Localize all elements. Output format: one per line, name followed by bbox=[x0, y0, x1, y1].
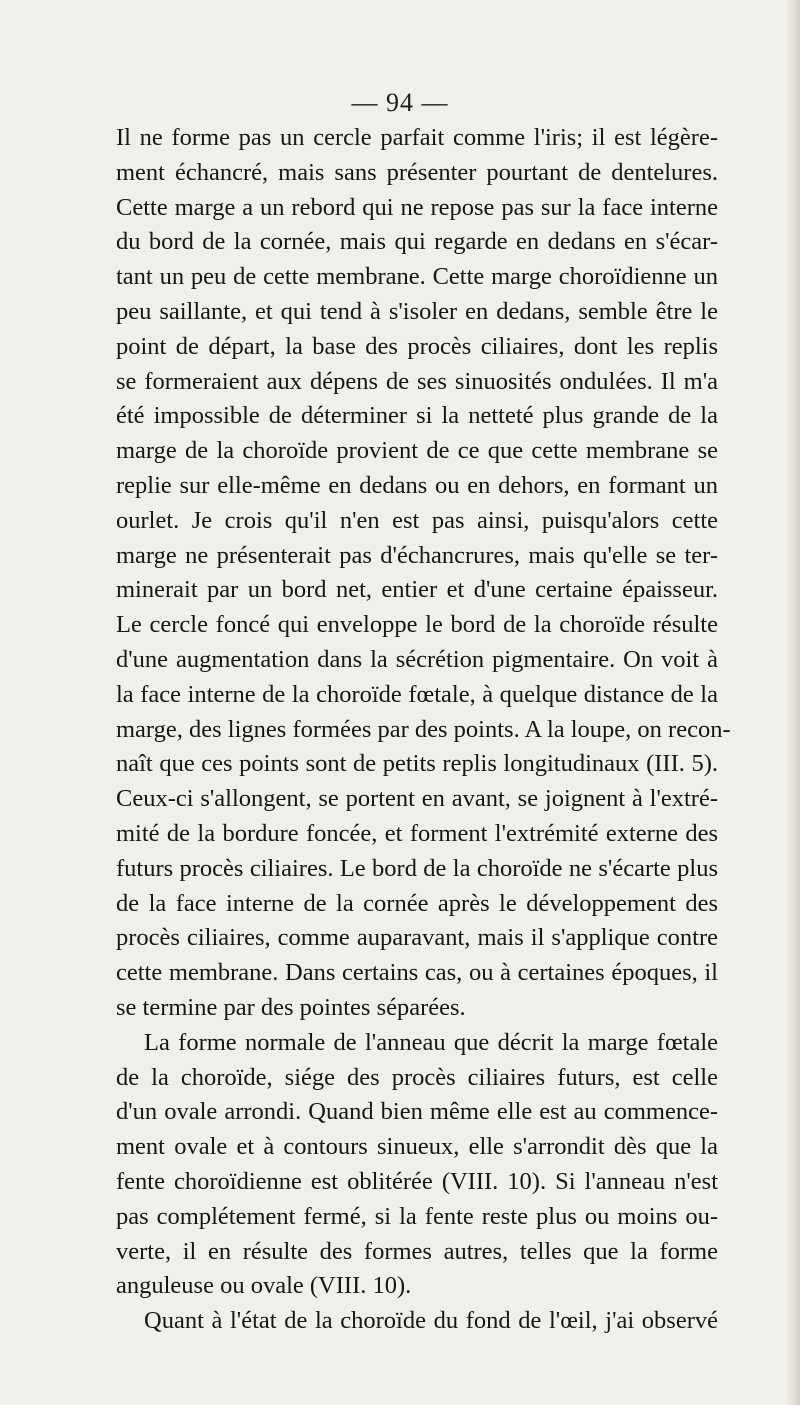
text-line: La forme normale de l'anneau que décrit la marge fœtale bbox=[144, 1028, 718, 1056]
text-line: marge de la choroïde provient de ce que cette membrane se bbox=[116, 437, 718, 465]
text-line: peu saillante, et qui tend à s'isoler en dedans, semble être le bbox=[116, 297, 718, 325]
text-line: marge, des lignes formées par des points. A la loupe, on recon- bbox=[116, 715, 731, 743]
text-line: fente choroïdienne est oblitérée (VIII. 10). Si l'anneau n'est bbox=[116, 1167, 718, 1195]
page-edge-shadow bbox=[786, 0, 800, 1405]
text-line: tant un peu de cette membrane. Cette marge choroïdienne un bbox=[116, 263, 718, 291]
text-line: de la face interne de la cornée après le développement des bbox=[116, 889, 718, 917]
text-line: marge ne présenterait pas d'échancrures, mais qu'elle se ter- bbox=[116, 541, 718, 569]
page-number: — 94 — bbox=[351, 88, 449, 117]
text-line: se termine par des pointes séparées. bbox=[116, 993, 466, 1021]
text-line: replie sur elle-même en dedans ou en dehors, en formant un bbox=[116, 471, 718, 499]
text-line: minerait par un bord net, entier et d'une certaine épaisseur. bbox=[116, 576, 718, 604]
text-line: verte, il en résulte des formes autres, telles que la forme bbox=[116, 1237, 718, 1265]
text-line: naît que ces points sont de petits replis longitudinaux (III. 5). bbox=[116, 750, 718, 778]
text-line: cette membrane. Dans certains cas, ou à certaines époques, il bbox=[116, 959, 718, 987]
text-line: Le cercle foncé qui enveloppe le bord de la choroïde résulte bbox=[116, 611, 718, 639]
text-line: ment échancré, mais sans présenter pourtant de dentelures. bbox=[116, 158, 718, 186]
text-line: mité de la bordure foncée, et forment l'extrémité externe des bbox=[116, 819, 718, 847]
text-line: pas complétement fermé, si la fente reste plus ou moins ou- bbox=[116, 1202, 718, 1230]
text-line: se formeraient aux dépens de ses sinuosités ondulées. Il m'a bbox=[116, 367, 718, 395]
text-line: anguleuse ou ovale (VIII. 10). bbox=[116, 1272, 412, 1300]
text-line: été impossible de déterminer si la netteté plus grande de la bbox=[116, 402, 718, 430]
text-line: Quant à l'état de la choroïde du fond de l'œil, j'ai observé bbox=[144, 1307, 718, 1335]
text-line: Il ne forme pas un cercle parfait comme l'iris; il est légère- bbox=[116, 124, 718, 151]
text-line: Ceux-ci s'allongent, se portent en avant, se joignent à l'extré- bbox=[116, 785, 718, 813]
text-line: ment ovale et à contours sinueux, elle s'arrondit dès que la bbox=[116, 1133, 718, 1161]
text-line: procès ciliaires, comme auparavant, mais il s'applique contre bbox=[116, 924, 718, 952]
text-line: futurs procès ciliaires. Le bord de la choroïde ne s'écarte plus bbox=[116, 854, 718, 882]
body-text bbox=[116, 121, 731, 1339]
paragraph-3 bbox=[116, 1304, 718, 1339]
text-line: la face interne de la choroïde fœtale, à quelque distance de la bbox=[116, 680, 718, 708]
paragraph-2 bbox=[116, 1026, 718, 1304]
text-line: d'une augmentation dans la sécrétion pigmentaire. On voit à bbox=[116, 645, 718, 673]
text-line: ourlet. Je crois qu'il n'en est pas ainsi, puisqu'alors cette bbox=[116, 506, 718, 534]
text-line: d'un ovale arrondi. Quand bien même elle est au commence- bbox=[116, 1098, 718, 1126]
text-line: point de départ, la base des procès ciliaires, dont les replis bbox=[116, 332, 718, 360]
text-line: de la choroïde, siége des procès ciliaires futurs, est celle bbox=[116, 1063, 718, 1091]
text-line: Cette marge a un rebord qui ne repose pas sur la face interne bbox=[116, 193, 718, 221]
text-line: du bord de la cornée, mais qui regarde en dedans en s'écar- bbox=[116, 228, 718, 256]
paragraph-1 bbox=[116, 121, 731, 1026]
